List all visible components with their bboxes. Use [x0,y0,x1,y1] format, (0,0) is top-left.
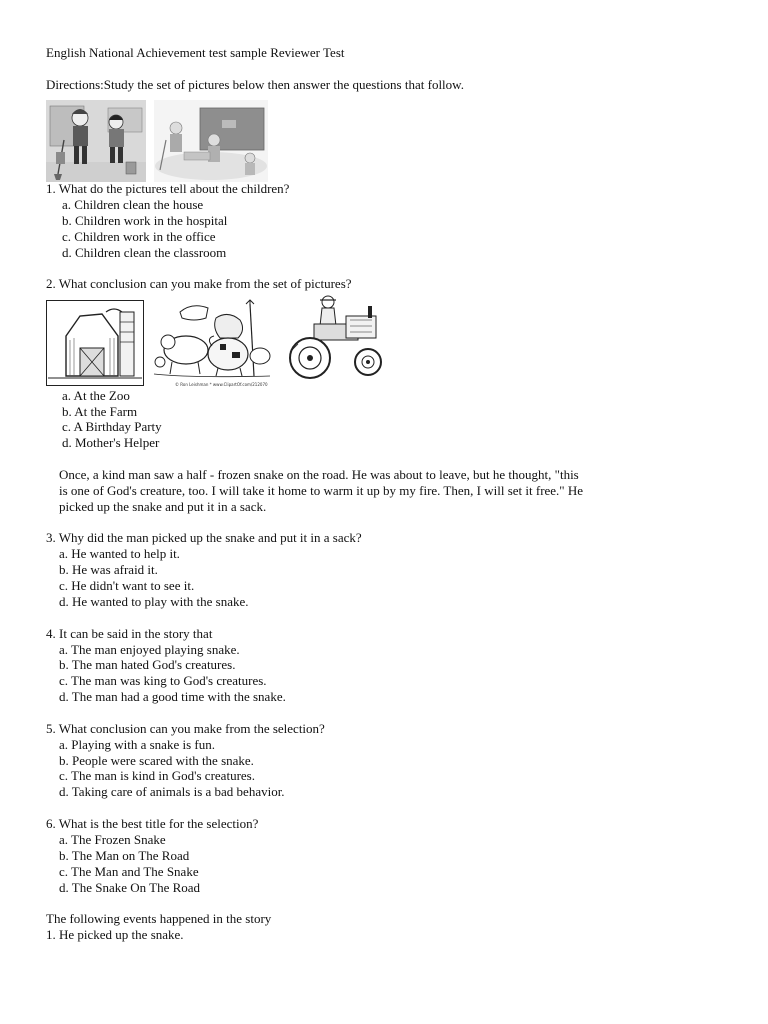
q2-option-d: d. Mother's Helper [62,435,160,450]
q4-option-d: d. The man had a good time with the snake. [59,689,286,704]
q1-option-c: c. Children work in the office [62,229,216,244]
q3-option-c: c. He didn't want to see it. [59,578,195,593]
q1-option-d: d. Children clean the classroom [62,245,227,260]
q4-option-c: c. The man was king to God's creatures. [59,673,267,688]
q2-option-a: a. At the Zoo [62,388,130,403]
event-item-1: 1. He picked up the snake. [46,927,184,942]
q1-option-b: b. Children work in the hospital [62,213,228,228]
question-5: 5. What conclusion can you make from the selection? [46,721,325,736]
q2-option-c: c. A Birthday Party [62,419,162,434]
question-1: 1. What do the pictures tell about the children? [46,181,290,196]
q6-option-c: c. The Man and The Snake [59,864,199,879]
q4-option-a: a. The man enjoyed playing snake. [59,642,240,657]
events-intro: The following events happened in the story [46,911,272,926]
q5-option-c: c. The man is kind in God's creatures. [59,768,255,783]
story-line-2: is one of God's creature, too. I will take it home to warm it up by my fire. Then, I will set it free." He [59,483,584,498]
q1-option-a: a. Children clean the house [62,197,204,212]
q3-option-d: d. He wanted to play with the snake. [59,594,249,609]
farm-animals-image [150,298,278,388]
q5-option-d: d. Taking care of animals is a bad behavior. [59,784,285,799]
q3-option-b: b. He was afraid it. [59,562,158,577]
image-credit: © Ron Leishman * www.ClipartOf.com/212070 [175,382,268,387]
story-line-3: picked up the snake and put it in a sack. [59,499,267,514]
q4-option-b: b. The man hated God's creatures. [59,657,236,672]
q5-option-b: b. People were scared with the snake. [59,753,254,768]
q6-option-d: d. The Snake On The Road [59,880,201,895]
q6-option-b: b. The Man on The Road [59,848,190,863]
question-3: 3. Why did the man picked up the snake and put it in a sack? [46,530,362,545]
q5-option-a: a. Playing with a snake is fun. [59,737,215,752]
q2-option-b: b. At the Farm [62,404,138,419]
story-line-1: Once, a kind man saw a half - frozen snake on the road. He was about to leave, but he thought, "this [59,467,579,482]
q3-option-a: a. He wanted to help it. [59,546,180,561]
document-title: English National Achievement test sample Reviewer Test [46,45,345,60]
directions: Directions:Study the set of pictures below then answer the questions that follow. [46,77,464,92]
children-cleaning-classroom-image [154,100,268,182]
question-6: 6. What is the best title for the selection? [46,816,259,831]
barn-image [46,300,144,386]
question-4: 4. It can be said in the story that [46,626,213,641]
children-cleaning-house-image [46,100,146,182]
q6-option-a: a. The Frozen Snake [59,832,166,847]
question-2: 2. What conclusion can you make from the set of pictures? [46,276,352,291]
farmer-tractor-image [284,292,388,382]
